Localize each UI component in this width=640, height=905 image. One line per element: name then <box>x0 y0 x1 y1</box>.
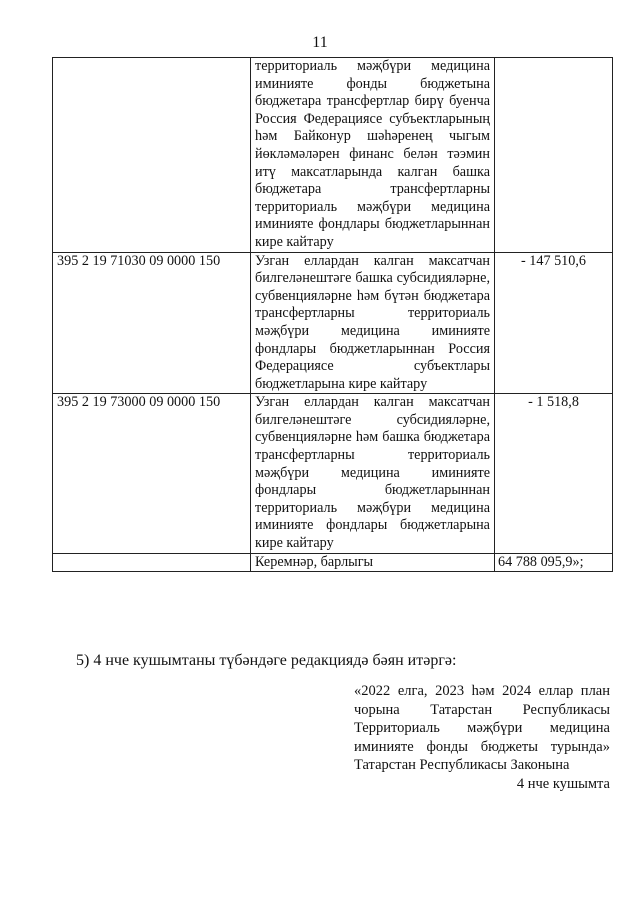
row-description: территориаль мәҗбүри медицина иминияте фонды бюджетына бюджетара трансфертлар бирү буенча Россия Федерациясе субъектларының һәм Байконур шәһәренең чыгым йөкләмәләрен финанс белән тәэмин итү максатларында калган башка бюджетара трансфертларны территориаль мәҗбүри медицина иминияте фондлары бюджетларыннан кире кайтару <box>251 58 495 253</box>
row-code: 395 2 19 73000 09 0000 150 <box>53 394 251 553</box>
appendix-heading <box>354 682 610 794</box>
row-code <box>53 58 251 253</box>
appendix-number: 4 нче кушымта <box>516 775 610 792</box>
budget-table <box>52 57 613 572</box>
table-row <box>53 58 613 253</box>
row-amount: - 1 518,8 <box>495 394 613 553</box>
row-description: Узган еллардан калган максатчан билгеләнештәге башка субсидияләрне, субвенцияләрне һәм бүтән бюджетара трансфертларны территориаль мәҗбүри медицина иминияте фондлары бюджетларыннан Россия Федерациясе субъектлары бюджетларына кире кайтару <box>251 252 495 394</box>
table-row <box>53 394 613 553</box>
total-row <box>53 553 613 572</box>
row-description: Узган еллардан калган максатчан билгеләнештәге субсидияләрне, субвенцияләрне һәм башка бюджетара трансфертларны территориаль мәҗбүри медицина иминияте фондлары бюджетларыннан территориаль мәҗбүри медицина иминияте фондлары бюджетларына кире кайтару <box>251 394 495 553</box>
row-amount: - 147 510,6 <box>495 252 613 394</box>
appendix-law-reference: «2022 елга, 2023 һәм 2024 еллар план чорына Татарстан Республикасы Территориаль мәҗбүри медицина иминияте фонды бюджеты турында» Татарстан Республикасы Законына <box>354 683 610 774</box>
total-code-cell <box>53 553 251 572</box>
total-label: Керемнәр, барлыгы <box>251 553 495 572</box>
total-amount: 64 788 095,9»; <box>495 553 613 572</box>
instruction-text: 5) 4 нче кушымтаны түбәндәге редакциядә бәян итәргә: <box>76 652 457 669</box>
row-code: 395 2 19 71030 09 0000 150 <box>53 252 251 394</box>
row-amount <box>495 58 613 253</box>
page-number: 11 <box>312 34 328 51</box>
table-row <box>53 252 613 394</box>
